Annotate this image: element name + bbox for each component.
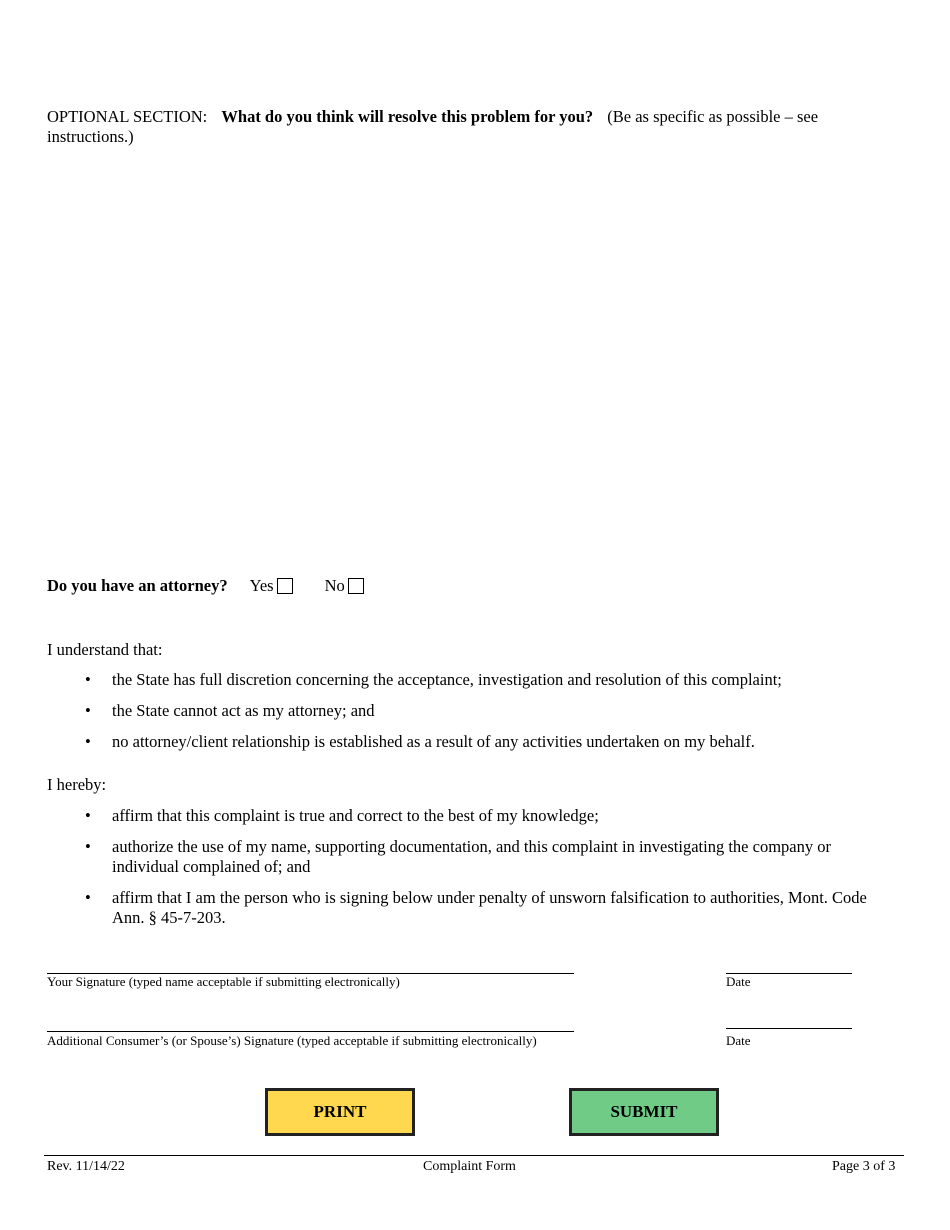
hereby-intro: I hereby:: [47, 775, 107, 794]
attorney-yes-option: [250, 575, 293, 597]
attorney-yes-checkbox[interactable]: [277, 578, 293, 594]
list-item: • authorize the use of my name, supporting documentation, and this complaint in investigating the company or individual complained of; and: [85, 837, 831, 876]
secondary-signature-label: Additional Consumer’s (or Spouse’s) Signature (typed acceptable if submitting electronically): [47, 1033, 537, 1048]
print-button[interactable]: PRINT: [265, 1088, 415, 1136]
secondary-signature-field[interactable]: [47, 1031, 574, 1032]
hereby-list: [47, 806, 897, 939]
attorney-no-checkbox[interactable]: [348, 578, 364, 594]
list-item: • no attorney/client relationship is established as a result of any activities undertaken on my behalf.: [85, 732, 755, 751]
primary-date-label: Date: [726, 974, 751, 989]
optional-section-heading: [47, 107, 897, 147]
understand-intro: I understand that:: [47, 640, 163, 659]
list-item: • affirm that I am the person who is signing below under penalty of unsworn falsification to authorities, Mont. Code Ann. § 45-7-203.: [85, 888, 867, 927]
footer-form-name: Complaint Form: [423, 1159, 516, 1174]
footer-revision: Rev. 11/14/22: [47, 1159, 125, 1174]
attorney-yes-label: Yes: [249, 576, 274, 595]
list-item: • the State has full discretion concerning the acceptance, investigation and resolution of this complaint;: [85, 670, 782, 689]
resolution-response-field[interactable]: [47, 152, 902, 562]
optional-section-note: (Be as specific as possible – see instructions.): [47, 107, 819, 146]
optional-section-label: OPTIONAL SECTION:: [47, 107, 208, 126]
attorney-question: Do you have an attorney?: [47, 576, 228, 595]
optional-section-question: What do you think will resolve this problem for you?: [221, 107, 594, 126]
footer-divider: [44, 1155, 904, 1156]
primary-signature-label: Your Signature (typed name acceptable if submitting electronically): [47, 974, 400, 989]
list-item: • the State cannot act as my attorney; and: [85, 701, 375, 720]
secondary-date-field[interactable]: [726, 1028, 852, 1029]
attorney-no-option: [325, 575, 364, 597]
list-item: • affirm that this complaint is true and correct to the best of my knowledge;: [85, 806, 599, 825]
understand-list: [47, 670, 897, 763]
attorney-question-row: [47, 575, 396, 597]
footer-page-number: Page 3 of 3: [832, 1159, 896, 1174]
submit-button[interactable]: SUBMIT: [569, 1088, 719, 1136]
attorney-no-label: No: [324, 576, 345, 595]
secondary-date-label: Date: [726, 1033, 751, 1048]
